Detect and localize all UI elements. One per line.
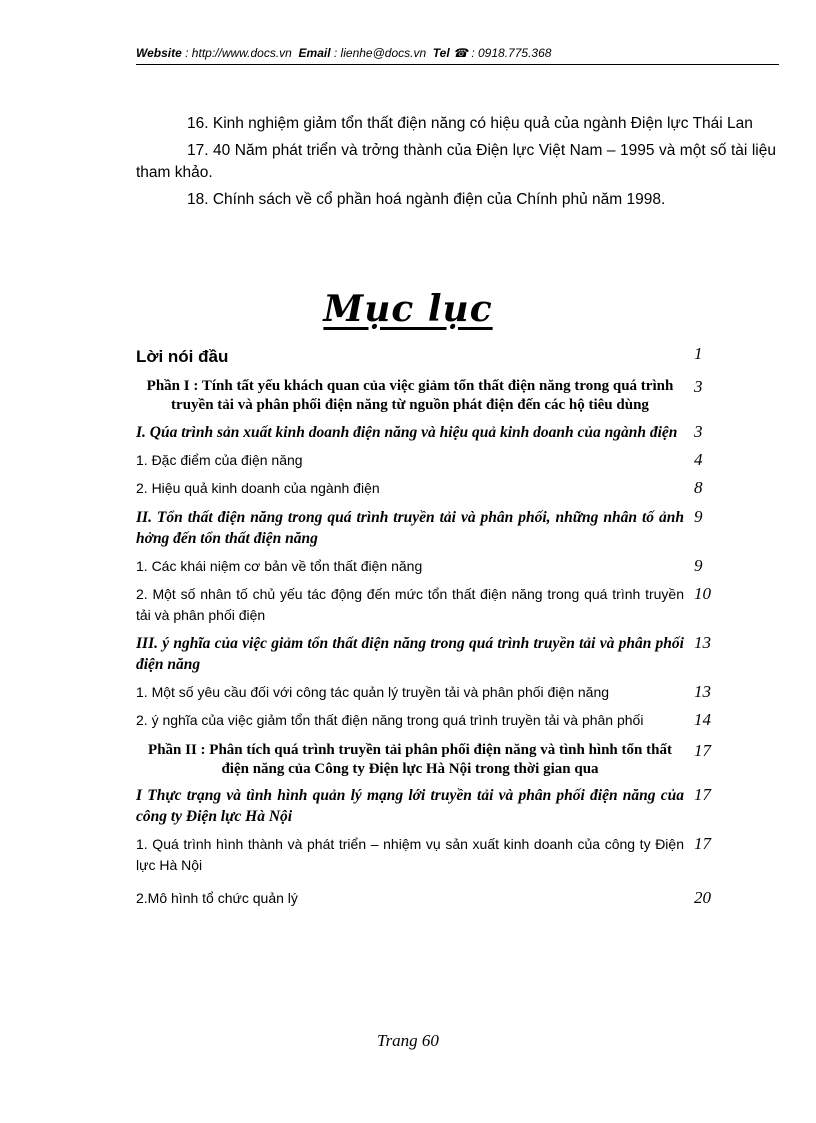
reference-list	[136, 113, 776, 216]
email-label: Email	[298, 46, 331, 60]
toc-entry-text: Phần II : Phân tích quá trình truyền tải phân phối điện năng và tình hình tổn thất điện năng của Công ty Điện lực Hà Nội trong thời gian qua	[148, 742, 672, 777]
toc-entry-text: 1. Quá trình hình thành và phát triển – nhiệm vụ sản xuất kinh doanh của công ty Điện lực Hà Nội	[136, 836, 684, 873]
toc-entry-text: Lời nói đầu	[136, 347, 229, 366]
toc-entry-page: 9	[694, 556, 703, 575]
toc-entry-text: 1. Đặc điểm của điện năng	[136, 452, 303, 468]
toc-entry-page: 3	[694, 422, 703, 441]
toc-entry-page: 1	[694, 344, 703, 363]
toc-entry	[136, 710, 720, 731]
toc-entry-text: I Thực trạng và tình hình quản lý mạng lới truyền tải và phân phối điện năng của công ty Điện lực Hà Nội	[136, 787, 684, 825]
toc-entry	[136, 377, 720, 415]
toc-entry-page: 10	[694, 584, 711, 603]
website-value: : http://www.docs.vn	[185, 46, 292, 60]
toc-entry	[136, 682, 720, 703]
reference-item: 16. Kinh nghiệm giảm tổn thất điện năng có hiệu quả của ngành Điện lực Thái Lan	[187, 115, 753, 132]
toc-entry	[136, 478, 720, 499]
toc-entry-text: 2. ý nghĩa của việc giảm tổn thất điện năng trong quá trình truyền tải và phân phối	[136, 712, 644, 728]
toc-entry-page: 9	[694, 507, 703, 526]
toc-entry-text: III. ý nghĩa của việc giảm tổn thất điện năng trong quá trình truyền tải và phân phối điện năng	[136, 635, 684, 673]
header-divider	[136, 64, 779, 65]
toc-entry-text: 2.Mô hình tổ chức quản lý	[136, 890, 298, 906]
toc-entry-page: 17	[694, 834, 711, 853]
toc-entry-text: 1. Các khái niệm cơ bản về tổn thất điện năng	[136, 558, 423, 574]
toc-entry	[136, 344, 720, 370]
toc-entry-text: II. Tổn thất điện năng trong quá trình truyền tải và phân phối, những nhân tố ảnh hởng đến tổn thất điện năng	[136, 509, 684, 547]
toc-entry	[136, 741, 720, 779]
toc-entry	[136, 584, 720, 626]
toc-entry-page: 17	[694, 741, 711, 760]
toc-entry	[136, 834, 720, 876]
toc-title: Mục lục	[323, 288, 493, 330]
toc-entry-page: 13	[694, 682, 711, 701]
toc-entry-text: I. Qúa trình sản xuất kinh doanh điện năng và hiệu quả kinh doanh của ngành điện	[136, 424, 678, 441]
toc-entry	[136, 450, 720, 471]
page-number: Trang 60	[377, 1031, 439, 1050]
toc-entry-page: 17	[694, 785, 711, 804]
toc-entry-page: 8	[694, 478, 703, 497]
toc-entry-page: 14	[694, 710, 711, 729]
toc-entry	[136, 633, 720, 675]
tel-label: Tel	[432, 46, 450, 60]
toc-entry-text: 2. Một số nhân tố chủ yếu tác động đến mức tổn thất điện năng trong quá trình truyền tải và phân phối điện	[136, 586, 684, 623]
page-header	[136, 46, 779, 60]
website-label: Website	[136, 46, 182, 60]
toc-entry-page: 13	[694, 633, 711, 652]
phone-icon: ☎	[453, 46, 468, 60]
toc-entry	[136, 785, 720, 827]
tel-value: : 0918.775.368	[471, 46, 552, 60]
toc-entry-page: 3	[694, 377, 703, 396]
toc-entry	[136, 422, 720, 443]
email-value: : lienhe@docs.vn	[333, 46, 427, 60]
reference-item: 18. Chính sách về cổ phần hoá ngành điện của Chính phủ năm 1998.	[187, 191, 666, 208]
toc-entry-text: Phần I : Tính tất yếu khách quan của việc giảm tổn thất điện năng trong quá trình truyền tải và phân phối điện năng từ nguồn phát điện đến các hộ tiêu dùng	[146, 378, 674, 413]
toc-entry-page: 4	[694, 450, 703, 469]
toc-entry-page: 20	[694, 888, 711, 907]
toc-entry-text: 1. Một số yêu cầu đối với công tác quản lý truyền tải và phân phối điện năng	[136, 684, 610, 700]
reference-item: 17. 40 Năm phát triển và trởng thành của Điện lực Việt Nam – 1995 và một số tài liệu tham khảo.	[136, 142, 776, 181]
toc-entry	[136, 888, 720, 909]
toc-entry	[136, 556, 720, 577]
toc-entry-text: 2. Hiệu quả kinh doanh của ngành điện	[136, 480, 380, 496]
table-of-contents	[136, 344, 720, 909]
toc-entry	[136, 507, 720, 549]
